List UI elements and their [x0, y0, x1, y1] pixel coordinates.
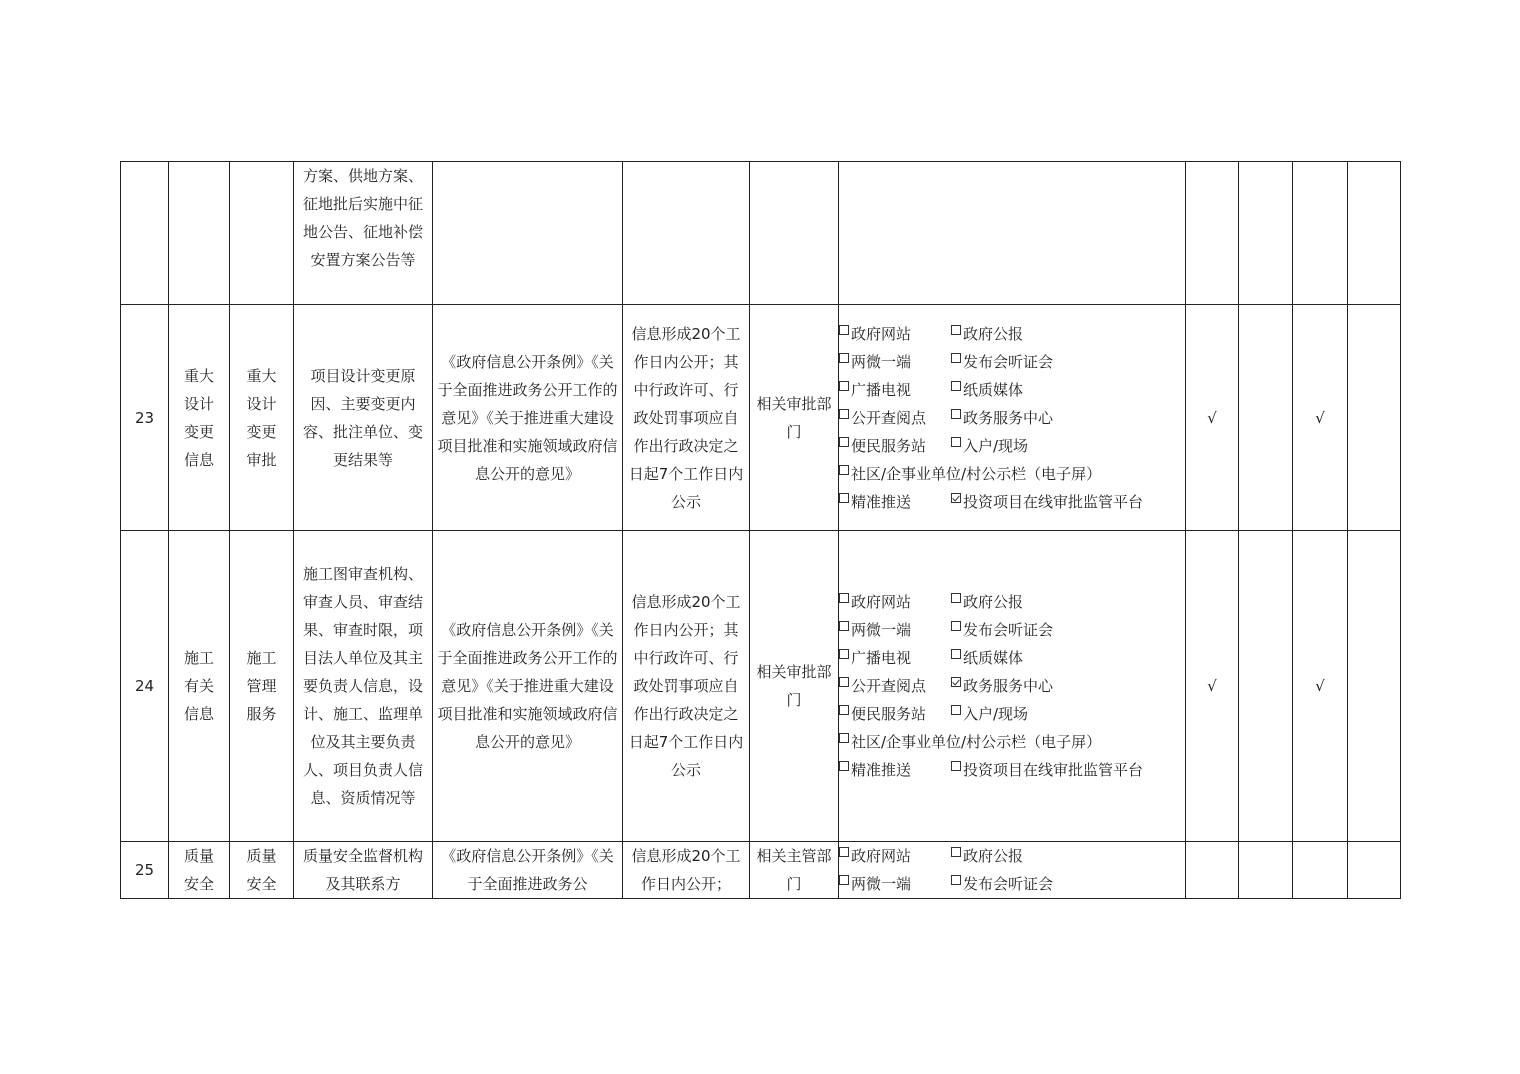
channel-label: 广播电视: [851, 649, 912, 667]
channel-label: 投资项目在线审批监管平台: [963, 761, 1144, 779]
table-row: [121, 305, 1401, 531]
content-text: 施工图审查机构、审查人员、审查结果、审查时限，项目法人单位及其主要负责人信息，设计、施工、监理单位及其主要负责人、项目负责人信息、资质情况等: [302, 565, 423, 807]
checked-box-icon: [951, 677, 961, 687]
channel-line: [839, 432, 1185, 460]
channel-option: [839, 320, 951, 348]
channel-line: [839, 870, 1185, 898]
channel-label: 政府网站: [851, 847, 912, 865]
mark-cell: [1186, 162, 1239, 305]
mark-cell: √: [1293, 531, 1348, 842]
channel-option: [951, 756, 1143, 784]
channel-label: 政府公报: [963, 847, 1024, 865]
checkbox-icon: [951, 325, 961, 335]
channel-label: 政务服务中心: [963, 408, 1054, 427]
channel-label: 发布会听证会: [963, 875, 1054, 893]
channels-cell: [839, 531, 1186, 842]
checkbox-icon: [839, 677, 849, 687]
row-number: 24: [121, 531, 169, 842]
channel-line: [839, 644, 1185, 672]
channel-label: 公开查阅点: [851, 677, 927, 695]
channel-label: 纸质媒体: [963, 649, 1024, 667]
category-cell: [169, 842, 230, 899]
channel-line: [839, 616, 1185, 644]
channel-option: [951, 488, 1143, 516]
channel-option: [839, 588, 951, 616]
channel-option: [839, 348, 951, 376]
channel-line: [839, 588, 1185, 616]
checkbox-icon: [839, 381, 849, 391]
channel-option: [839, 616, 951, 644]
content-cell: [294, 162, 433, 305]
channel-option: [839, 644, 951, 672]
checkbox-icon: [951, 353, 961, 363]
subject-cell: [750, 842, 839, 899]
channel-line: [839, 404, 1185, 432]
basis-text: 《政府信息公开条例》《关于全面推进政务公: [441, 847, 614, 893]
channel-option: [951, 700, 1028, 728]
channel-option: [951, 376, 1023, 404]
channels-cell: [839, 842, 1186, 899]
subject-text: 相关审批部门: [756, 663, 832, 709]
channel-label: 社区/企事业单位/村公示栏（电子屏）: [851, 464, 1102, 483]
row-number: 25: [121, 842, 169, 899]
channel-line: [839, 348, 1185, 376]
category-text: 质量安全: [183, 847, 214, 893]
channel-label: 两微一端: [851, 875, 912, 893]
time-cell: [623, 842, 750, 899]
channel-option: [839, 376, 951, 404]
checkbox-icon: [839, 437, 849, 447]
time-cell: [623, 531, 750, 842]
channel-option: [951, 842, 1023, 870]
checkbox-icon: [839, 409, 849, 419]
item-cell: [230, 842, 294, 899]
content-text: 质量安全监督机构及其联系方: [302, 847, 423, 893]
channel-label: 入户/现场: [963, 436, 1029, 455]
channel-option: [951, 644, 1023, 672]
checkbox-icon: [951, 761, 961, 771]
item-cell: [230, 531, 294, 842]
channel-label: 精准推送: [851, 761, 912, 779]
checkbox-icon: [839, 705, 849, 715]
item-cell: [230, 305, 294, 531]
category-text: 重大设计变更信息: [183, 366, 214, 469]
category-text: 施工有关信息: [183, 649, 214, 723]
channel-label: 精准推送: [851, 492, 912, 511]
channel-label: 发布会听证会: [963, 621, 1054, 639]
mark-cell: [1348, 842, 1401, 899]
basis-cell: [433, 531, 623, 842]
channel-option: [951, 432, 1028, 460]
channel-option: [839, 842, 951, 870]
content-cell: [294, 531, 433, 842]
item-cell: [230, 162, 294, 305]
checkbox-icon: [839, 493, 849, 503]
checkbox-icon: [951, 847, 961, 857]
category-cell: [169, 305, 230, 531]
checkbox-icon: [951, 437, 961, 447]
checkbox-icon: [951, 705, 961, 715]
item-text: 施工管理服务: [246, 649, 277, 723]
channel-label: 便民服务站: [851, 436, 927, 455]
checkbox-icon: [839, 847, 849, 857]
content-text: 项目设计变更原因、主要变更内容、批注单位、变更结果等: [302, 366, 423, 469]
checkbox-icon: [839, 465, 849, 475]
channel-line: [839, 460, 1185, 488]
subject-cell: [750, 305, 839, 531]
table-row: [121, 531, 1401, 842]
channel-label: 政府公报: [963, 593, 1024, 611]
channel-line: [839, 320, 1185, 348]
time-text: 信息形成20个工作日内公开；其中行政许可、行政处罚事项应自作出行政决定之日起7个工作日内公示: [628, 593, 744, 779]
mark-cell: [1239, 305, 1293, 531]
time-text: 信息形成20个工作日内公开；: [631, 847, 741, 893]
channel-line: [839, 700, 1185, 728]
channel-label: 政府公报: [963, 324, 1024, 343]
channel-option: [951, 672, 1053, 700]
mark-cell: √: [1293, 305, 1348, 531]
channel-line: [839, 756, 1185, 784]
mark-cell: [1186, 842, 1239, 899]
channel-option: [951, 320, 1023, 348]
mark-cell: [1348, 531, 1401, 842]
channels-cell: [839, 305, 1186, 531]
channel-line: [839, 488, 1185, 516]
channel-label: 便民服务站: [851, 705, 927, 723]
checkbox-icon: [951, 593, 961, 603]
channel-line: [839, 728, 1185, 756]
channel-option: [951, 588, 1023, 616]
content-text: 方案、供地方案、征地批后实施中征地公告、征地补偿安置方案公告等: [302, 167, 423, 269]
mark-cell: √: [1186, 531, 1239, 842]
checkbox-icon: [839, 649, 849, 659]
subject-text: 相关主管部门: [756, 847, 832, 893]
time-cell: [623, 162, 750, 305]
channel-label: 政府网站: [851, 593, 912, 611]
disclosure-table: [120, 161, 1401, 899]
table-body: [121, 162, 1401, 899]
mark-cell: [1293, 842, 1348, 899]
basis-text: 《政府信息公开条例》《关于全面推进政务公开工作的意见》《关于推进重大建设项目批准和实施领域政府信息公开的意见》: [437, 621, 618, 751]
category-cell: [169, 162, 230, 305]
channel-label: 发布会听证会: [963, 352, 1054, 371]
mark-cell: [1239, 842, 1293, 899]
channel-option: [839, 728, 1101, 756]
subject-text: 相关审批部门: [756, 394, 832, 441]
channel-label: 入户/现场: [963, 705, 1029, 723]
channel-label: 公开查阅点: [851, 408, 927, 427]
mark-cell: [1348, 162, 1401, 305]
channel-label: 政府网站: [851, 324, 912, 343]
checkbox-icon: [839, 325, 849, 335]
category-cell: [169, 531, 230, 842]
checkbox-icon: [951, 381, 961, 391]
channel-option: [951, 404, 1053, 432]
checkbox-icon: [951, 621, 961, 631]
checkbox-icon: [839, 593, 849, 603]
item-text: 质量安全: [246, 847, 277, 893]
channel-label: 两微一端: [851, 352, 912, 371]
channel-option: [839, 404, 951, 432]
channel-label: 纸质媒体: [963, 380, 1024, 399]
basis-cell: [433, 842, 623, 899]
channel-label: 广播电视: [851, 380, 912, 399]
checked-box-icon: [951, 493, 961, 503]
channel-option: [839, 700, 951, 728]
channel-option: [839, 488, 951, 516]
checkbox-icon: [951, 875, 961, 885]
checkbox-icon: [951, 409, 961, 419]
checkbox-icon: [839, 733, 849, 743]
channel-option: [839, 870, 951, 898]
channel-option: [839, 432, 951, 460]
channel-label: 政务服务中心: [963, 677, 1054, 695]
subject-cell: [750, 531, 839, 842]
channel-label: 两微一端: [851, 621, 912, 639]
basis-text: 《政府信息公开条例》《关于全面推进政务公开工作的意见》《关于推进重大建设项目批准和实施领域政府信息公开的意见》: [437, 352, 618, 483]
channels-cell: [839, 162, 1186, 305]
channel-label: 投资项目在线审批监管平台: [963, 492, 1144, 511]
item-text: 重大设计变更审批: [246, 366, 277, 469]
channel-line: [839, 376, 1185, 404]
channel-option: [839, 672, 951, 700]
channel-label: 社区/企事业单位/村公示栏（电子屏）: [851, 733, 1102, 751]
checkbox-icon: [839, 353, 849, 363]
row-number: 23: [121, 305, 169, 531]
channel-line: [839, 842, 1185, 870]
mark-cell: [1239, 162, 1293, 305]
mark-cell: [1293, 162, 1348, 305]
channel-option: [951, 348, 1053, 376]
checkbox-icon: [839, 875, 849, 885]
content-cell: [294, 305, 433, 531]
mark-cell: √: [1186, 305, 1239, 531]
row-number: [121, 162, 169, 305]
checkbox-icon: [839, 761, 849, 771]
channel-option: [839, 460, 1101, 488]
channel-option: [839, 756, 951, 784]
mark-cell: [1348, 305, 1401, 531]
mark-cell: [1239, 531, 1293, 842]
checkbox-icon: [951, 649, 961, 659]
basis-cell: [433, 162, 623, 305]
channel-option: [951, 870, 1053, 898]
table-row: [121, 162, 1401, 305]
subject-cell: [750, 162, 839, 305]
checkbox-icon: [839, 621, 849, 631]
content-cell: [294, 842, 433, 899]
basis-cell: [433, 305, 623, 531]
channel-line: [839, 672, 1185, 700]
time-cell: [623, 305, 750, 531]
table-row: [121, 842, 1401, 899]
channel-option: [951, 616, 1053, 644]
time-text: 信息形成20个工作日内公开；其中行政许可、行政处罚事项应自作出行政决定之日起7个工作日内公示: [628, 324, 744, 511]
